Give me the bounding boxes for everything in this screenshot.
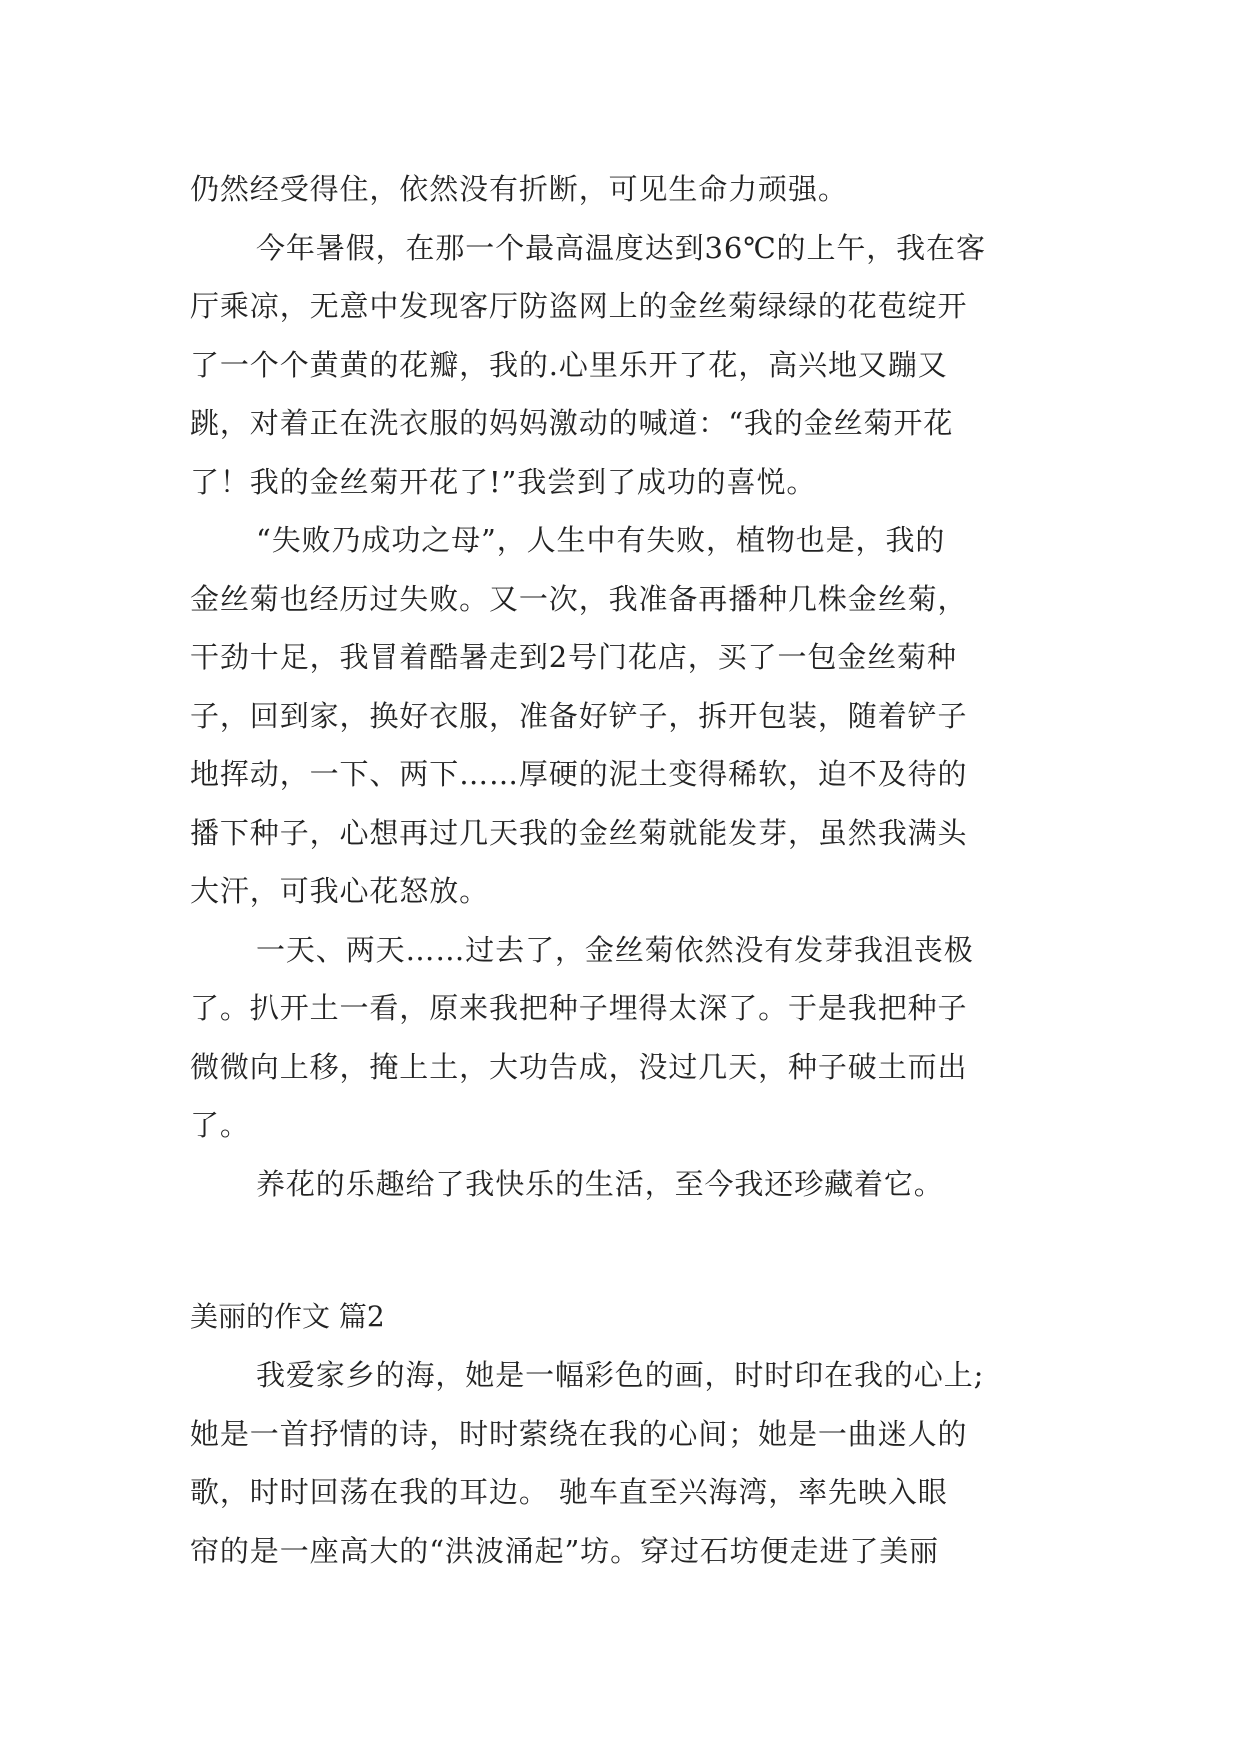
text-line: 地挥动，一下、两下……厚硬的泥土变得稀软，迫不及待的 xyxy=(190,757,968,791)
text-line: 养花的乐趣给了我快乐的生活，至今我还珍藏着它。 xyxy=(256,1166,944,1201)
text-line: 歌，时时回荡在我的耳边。 驰车直至兴海湾，率先映入眼 xyxy=(190,1475,948,1509)
text-line: 帘的是一座高大的“洪波涌起”坊。穿过石坊便走进了美丽 xyxy=(190,1533,940,1568)
text-line: 她是一首抒情的诗，时时萦绕在我的心间；她是一曲迷人的 xyxy=(190,1416,968,1451)
text-line: 大汗，可我心花怒放。 xyxy=(190,874,490,908)
text-line: 我爱家乡的海，她是一幅彩色的画，时时印在我的心上; xyxy=(256,1358,985,1392)
section-heading: 美丽的作文 篇2 xyxy=(190,1300,385,1333)
text-line: 厅乘凉，无意中发现客厅防盗网上的金丝菊绿绿的花苞绽开 xyxy=(190,289,968,323)
text-line: 一天、两天……过去了，金丝菊依然没有发芽我沮丧极 xyxy=(256,932,974,967)
text-line: 了。 xyxy=(190,1108,250,1142)
text-line: “失败乃成功之母”，人生中有失败，植物也是，我的 xyxy=(256,523,946,557)
text-line: 子，回到家，换好衣服，准备好铲子，拆开包装，随着铲子 xyxy=(190,698,968,733)
text-line: 了一个个黄黄的花瓣，我的.心里乐开了花，高兴地又蹦又 xyxy=(190,347,948,382)
document-body xyxy=(190,160,1048,1580)
section-gap xyxy=(190,1213,1048,1288)
text-line: 播下种子，心想再过几天我的金丝菊就能发芽，虽然我满头 xyxy=(190,815,968,850)
text-line: 微微向上移，掩上土，大功告成，没过几天，种子破土而出 xyxy=(190,1049,968,1084)
text-line: 干劲十足，我冒着酷暑走到2号门花店，买了一包金丝菊种 xyxy=(190,640,957,674)
text-line: 今年暑假，在那一个最高温度达到36℃的上午，我在客 xyxy=(256,230,986,265)
text-line: 金丝菊也经历过失败。又一次，我准备再播种几株金丝菊， xyxy=(190,581,968,616)
text-line: 了。扒开土一看，原来我把种子埋得太深了。于是我把种子 xyxy=(190,991,968,1025)
text-line: 仍然经受得住，依然没有折断，可见生命力顽强。 xyxy=(190,172,848,206)
text-line: 跳，对着正在洗衣服的妈妈激动的喊道：“我的金丝菊开花 xyxy=(190,406,954,440)
text-line: 了！我的金丝菊开花了!”我尝到了成功的喜悦。 xyxy=(190,464,817,499)
